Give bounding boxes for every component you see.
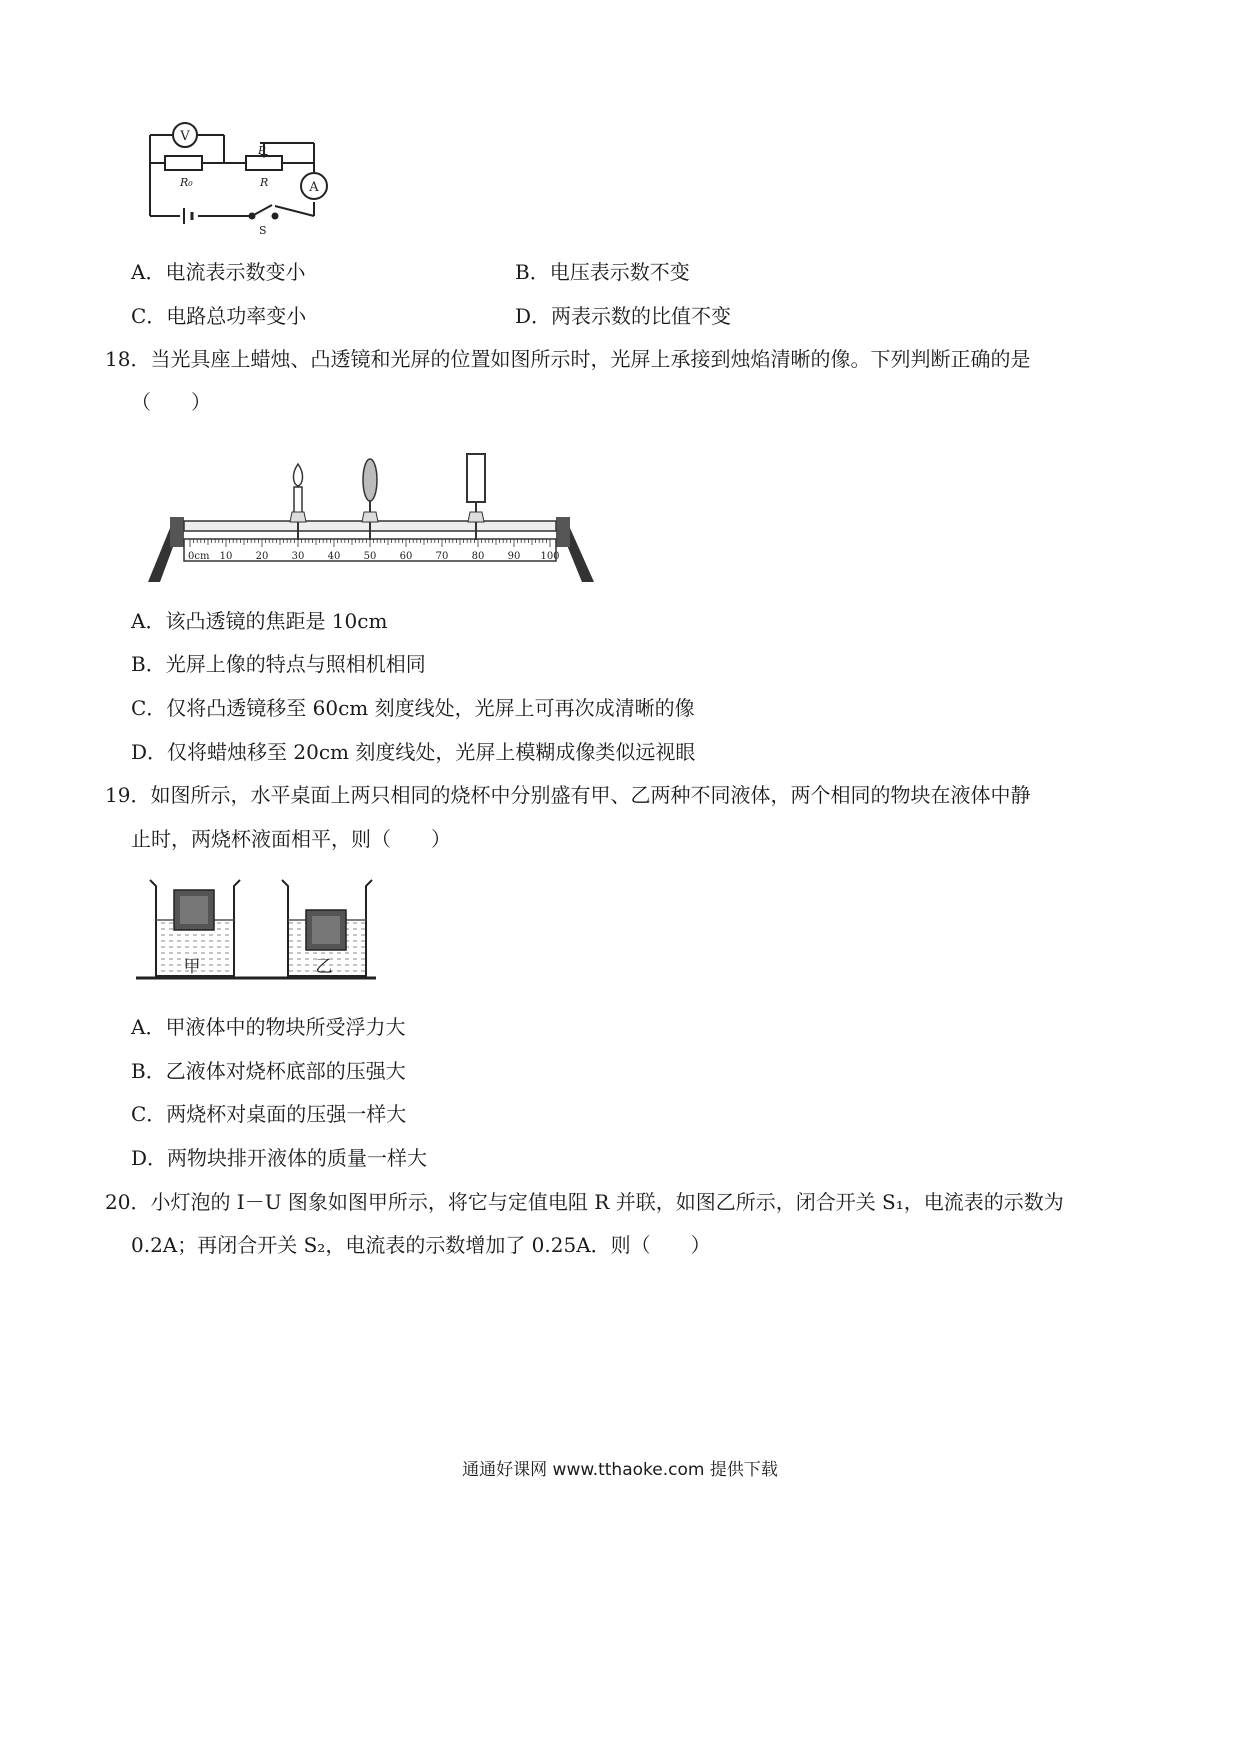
scale-tick-label: 10 [219, 551, 233, 562]
q19-option-c: C．两烧杯对桌面的压强一样大 [131, 1102, 407, 1126]
q17-option-c: C．电路总功率变小 [131, 304, 307, 328]
q18-option-d: D．仅将蜡烛移至 20cm 刻度线处，光屏上模糊成像类似远视眼 [131, 740, 696, 764]
scale-tick-label: 90 [507, 551, 521, 562]
scale-tick-label: 50 [363, 551, 377, 562]
slider-label: P [258, 144, 266, 157]
scale-tick-label: 70 [435, 551, 449, 562]
q18-option-b: B．光屏上像的特点与照相机相同 [131, 652, 426, 676]
r0-label: R₀ [180, 176, 193, 189]
beakers-diagram [136, 872, 376, 987]
scale-tick-label: 80 [471, 551, 485, 562]
q20-stem-line2: 0.2A；再闭合开关 S₂，电流表的示数增加了 0.25A．则（ ） [131, 1233, 711, 1257]
page-footer: 通通好课网 www.tthaoke.com 提供下载 [462, 1460, 778, 1480]
q18-option-c: C．仅将凸透镜移至 60cm 刻度线处，光屏上可再次成清晰的像 [131, 696, 695, 720]
scale-tick-label: 100 [540, 551, 560, 562]
q17-option-d: D．两表示数的比值不变 [515, 304, 732, 328]
r-label: R [260, 176, 269, 189]
optical-bench-diagram [148, 450, 598, 585]
q18-stem-line1: 18．当光具座上蜡烛、凸透镜和光屏的位置如图所示时，光屏上承接到烛焰清晰的像。下列判断正确的是 [105, 347, 1031, 371]
scale-tick-label: 20 [255, 551, 269, 562]
switch-label: S [259, 224, 267, 237]
q19-stem-line1: 19．如图所示，水平桌面上两只相同的烧杯中分别盛有甲、乙两种不同液体，两个相同的物块在液体中静 [105, 783, 1031, 807]
scale-tick-label: 60 [399, 551, 413, 562]
q19-stem-line2: 止时，两烧杯液面相平，则（ ） [131, 827, 451, 851]
q19-option-b: B．乙液体对烧杯底部的压强大 [131, 1059, 406, 1083]
q18-option-a: A．该凸透镜的焦距是 10cm [131, 609, 388, 633]
scale-tick-label: 40 [327, 551, 341, 562]
beaker-right-label: 乙 [315, 957, 333, 977]
ammeter-label: A [309, 180, 319, 195]
q19-option-d: D．两物块排开液体的质量一样大 [131, 1146, 428, 1170]
circuit-diagram [140, 118, 340, 238]
scale-tick-label: 0cm [188, 551, 210, 562]
q17-option-a: A．电流表示数变小 [131, 260, 306, 284]
q20-stem-line1: 20．小灯泡的 I－U 图象如图甲所示，将它与定值电阻 R 并联，如图乙所示，闭合开关 S₁，电流表的示数为 [105, 1190, 1064, 1214]
beaker-left-label: 甲 [183, 957, 201, 977]
scale-tick-label: 30 [291, 551, 305, 562]
q19-option-a: A．甲液体中的物块所受浮力大 [131, 1015, 406, 1039]
q17-option-b: B．电压表示数不变 [515, 260, 690, 284]
voltmeter-label: V [180, 129, 190, 144]
q18-stem-line2: （ ） [131, 390, 211, 414]
